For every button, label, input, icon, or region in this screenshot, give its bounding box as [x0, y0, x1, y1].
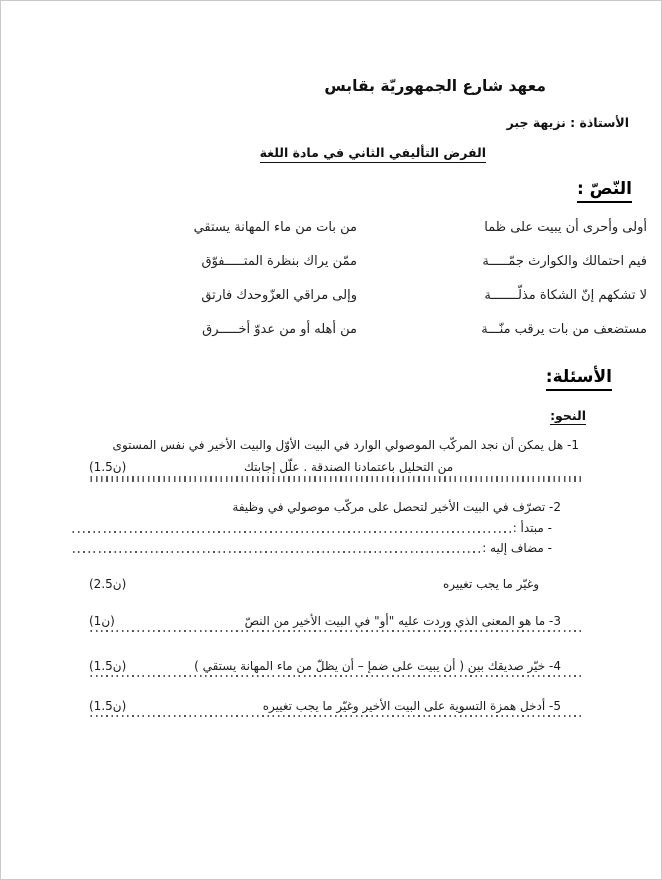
question-1-score: (1.5ن) [89, 460, 127, 474]
question-4 [89, 658, 561, 675]
grammar-subheading: النحو: [550, 408, 586, 423]
answer-dotline [71, 551, 480, 553]
question-2-item-mudaf-ilayh [71, 541, 552, 556]
poem [1, 211, 661, 347]
answer-dotline [89, 715, 581, 717]
question-4-score: (1.5ن) [89, 659, 127, 673]
questions-heading: الأسئلة: [546, 367, 612, 391]
answer-dotline [89, 630, 581, 632]
hemistich-second: ممّن يراك بنظرة المتـــــفوّق [201, 254, 357, 269]
question-3-score: (1ن) [89, 614, 115, 628]
answer-dotline [89, 675, 581, 677]
hemistich-first: مستضعف من بات يرقب منّـــة [481, 322, 647, 337]
question-4-text: 4- خيّر صديقك بين ( أن يبيت على ضمإ – أن يظلّ من ماء المهانة يستقي ) [194, 659, 561, 673]
answer-dotline [71, 531, 511, 533]
question-3-text: 3- ما هو المعنى الذي وردت عليه "أو" في البيت الأخير من النصّ [244, 614, 561, 628]
hemistich-second: من بات من ماء المهانة يستقي [193, 220, 357, 235]
hemistich-first: أولى وأحرى أن يبيت على ظما [484, 220, 647, 235]
item-label: - مضاف إليه : [482, 541, 552, 555]
verse-row-1 [1, 211, 661, 245]
verse-row-4 [1, 313, 661, 347]
question-5-score: (1.5ن) [89, 699, 127, 713]
exam-title-wrap [1, 142, 486, 163]
item-label: - مبتدأ : [512, 521, 552, 535]
exam-title: الفرض التأليفي الثاني في مادة اللغة [260, 145, 486, 163]
questions-section [1, 367, 612, 391]
question-1-text: من التحليل باعتمادنا الصندقة . علّل إجابتك [244, 460, 454, 474]
hemistich-first: لا تشكهم إنّ الشكاة مذلّـــــــة [484, 288, 647, 303]
hemistich-second: وإلى مراقي العزّوحدك فارتق [201, 288, 357, 303]
question-5 [89, 698, 561, 715]
question-5-text: 5- أدخل همزة التسوية على البيت الأخير وغيّر ما يجب تغييره [262, 699, 561, 713]
hemistich-first: فيم احتمالك والكوارث جمّـــــة [482, 254, 647, 269]
question-2-item-mubtada [71, 521, 552, 536]
question-1-line-1: 1- هل يمكن أن نجد المركّب الموصولي الوارد في البيت الأوّل والبيت الأخير في نفس المستوى [112, 438, 579, 452]
text-heading: النّصّ : [577, 179, 632, 203]
question-3 [89, 613, 561, 630]
hemistich-second: من أهله أو من عدوّ أخـــــرق [202, 322, 357, 337]
question-2-statement: 2- تصرّف في البيت الأخير لتحصل على مركّب موصولي في وظيفة [232, 500, 561, 514]
verse-row-3 [1, 279, 661, 313]
school-name: معهد شارع الجمهوريّة بقابس [324, 77, 546, 95]
answer-dotline [89, 480, 581, 482]
grammar-subsection [1, 405, 586, 425]
teacher-name: الأستاذة : نزيهة جبر [506, 115, 629, 130]
question-2-tail [89, 576, 539, 593]
question-2-tail-text: وغيّر ما يجب تغييره [443, 577, 539, 591]
verse-row-2 [1, 245, 661, 279]
question-2-score: (2.5ن) [89, 577, 127, 591]
question-1-line-2 [89, 459, 571, 476]
text-section [1, 179, 632, 203]
